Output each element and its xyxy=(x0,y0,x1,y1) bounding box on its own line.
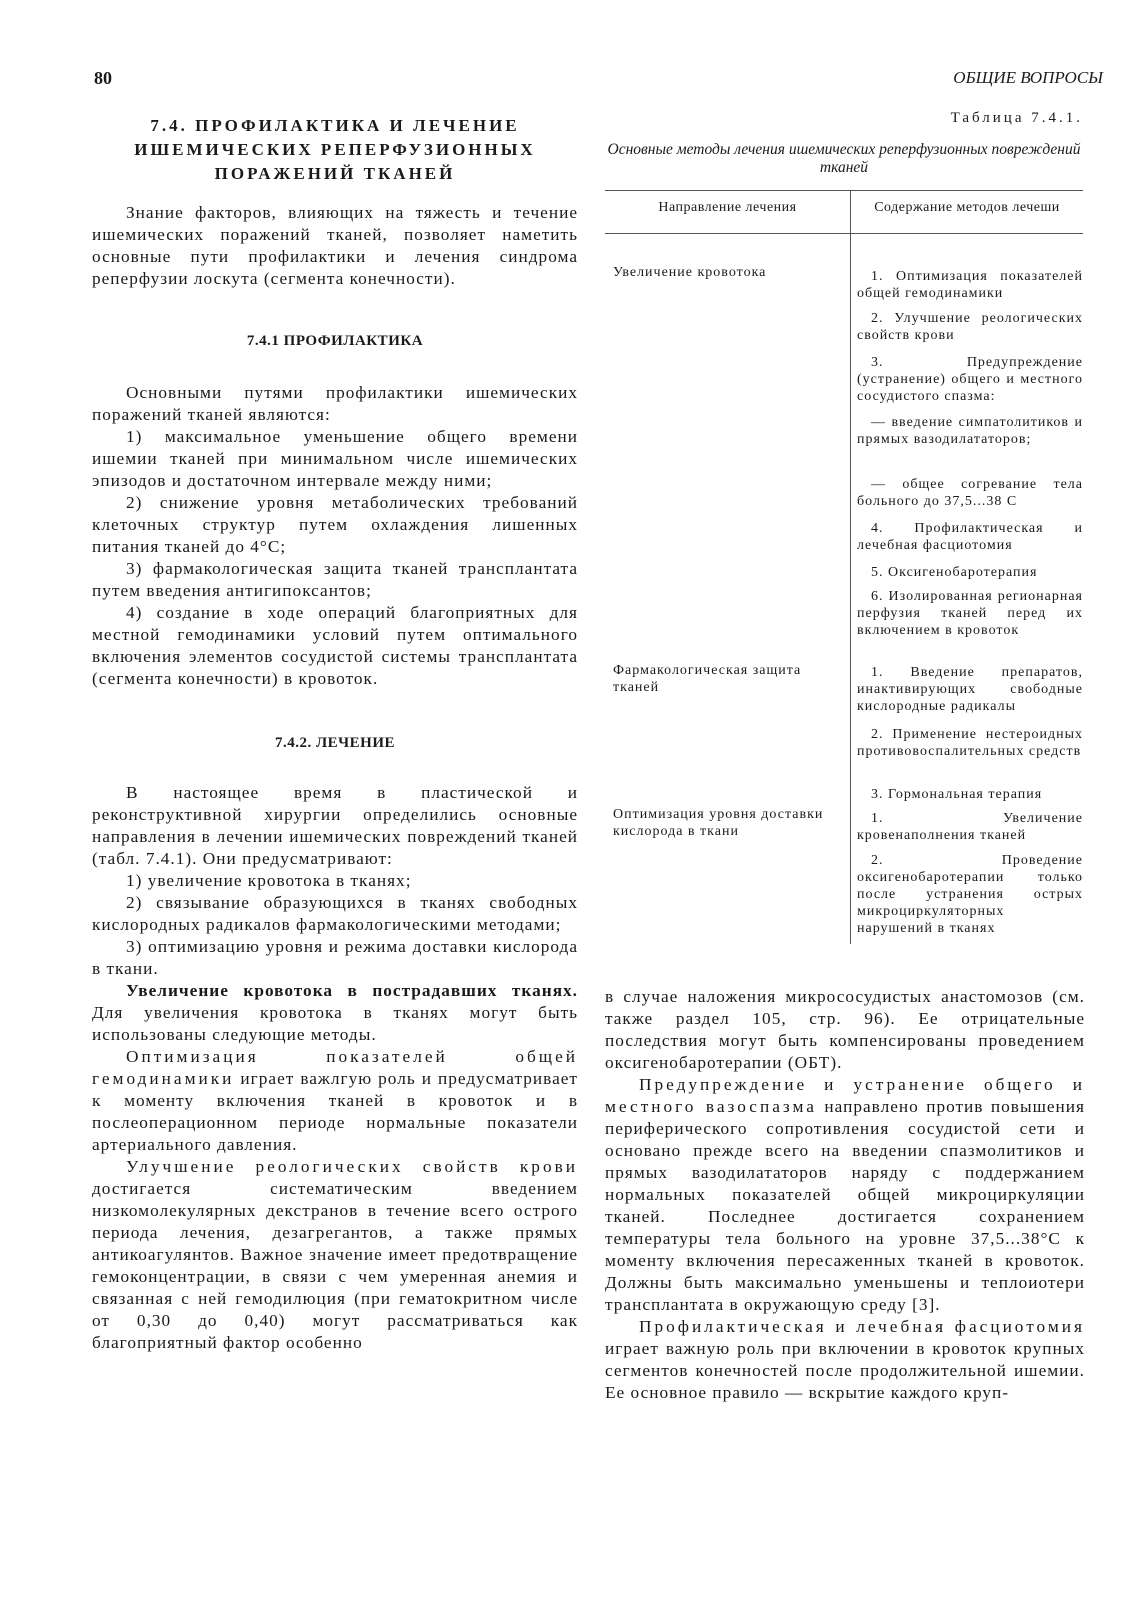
section-title-line: ИШЕМИЧЕСКИХ РЕПЕРФУЗИОННЫХ xyxy=(134,140,536,159)
rheology-text: достигается систематическим введением низкомолекулярных декстранов в течение всего острого периода лечения, дезагрегантов, а также прямых антикоагулянтов. Важное значение имеет предотвращение гемоконцентрации, в связи с чем умеренная анемия и связанная с ней гемодилюция (при гематокритном числе от 0,30 до 0,40) могут рассматриваться как благоприятный фактор особенно xyxy=(92,1179,578,1352)
table-body xyxy=(605,234,1083,944)
table-title: Основные методы лечения ишемических реперфузионных повреждений тканей xyxy=(607,141,1081,176)
table-method-cell: — общее согревание тела больного до 37,5...38 С xyxy=(857,477,1083,509)
table-method-cell: 1. Оптимизация показателей общей гемодинамики xyxy=(857,269,1083,301)
treatment-lead: В настоящее время в пластической и реконструктивной хирургии определились основные направления в лечении ишемических повреждений тканей (табл. 7.4.1). Они предусматривают: xyxy=(92,783,578,868)
right-column xyxy=(605,986,1085,1404)
blood-flow-paragraph xyxy=(92,980,578,1046)
table-method-cell: 2. Проведение оксигенобаротерапии только после устранения острых микроциркуляторных нарушений в тканях xyxy=(857,853,1083,936)
table-method-cell: 5. Оксигенобаротерапия xyxy=(871,565,1038,580)
prophylaxis-item: 3) фармакологическая защита тканей трансплантата путем введения антигипоксантов; xyxy=(92,559,578,600)
hemodynamics-paragraph xyxy=(92,1046,578,1156)
running-head: ОБЩИЕ ВОПРОСЫ xyxy=(953,68,1103,87)
table-label: Таблица 7.4.1. xyxy=(950,110,1083,126)
table-method-cell: 2. Применение нестероидных противовоспалительных средств xyxy=(857,727,1083,759)
prophylaxis-item: 1) максимальное уменьшение общего времени ишемии тканей при минимальном числе ишемических эпизодов и достаточном интервале между ними; xyxy=(92,427,578,490)
table-header-row xyxy=(605,191,1083,234)
table-method-cell: — введение симпатолитиков и прямых вазодилататоров; xyxy=(857,415,1083,447)
hemodynamics-text: играет важлгую роль и предусматривает к моменту включения тканей в кровоток и в послеоперационном периоде нормальные показатели артериального давления. xyxy=(92,1069,578,1154)
table-method-cell: 1. Введение препаратов, инактивирующих свободные кислородные радикалы xyxy=(857,665,1083,714)
treatment-item: 1) увеличение кровотока в тканях; xyxy=(126,871,412,890)
treatment-item: 2) связывание образующихся в тканях свободных кислородных радикалов фармакологическими методами; xyxy=(92,893,578,934)
subsection-title-treatment: 7.4.2. ЛЕЧЕНИЕ xyxy=(274,735,396,751)
section-title-line: ПОРАЖЕНИЙ ТКАНЕЙ xyxy=(214,164,456,183)
table-header-methods: Содержание методов лечеши xyxy=(874,200,1060,215)
table-method-cell: 3. Предупреждение (устранение) общего и местного сосудистого спазма: xyxy=(857,355,1083,404)
blood-flow-heading: Увеличение кровотока в пострадавших тканях. xyxy=(126,981,578,1000)
section-title xyxy=(92,114,578,186)
table-method-cell: 6. Изолированная регионарная перфузия тканей перед их включением в кровоток xyxy=(857,589,1083,638)
blood-flow-text: Для увеличения кровотока в тканях могут быть использованы следующие методы. xyxy=(92,1003,578,1044)
hemodynamics-lead: Оптимизация показателей общей гемодинамики xyxy=(92,1047,578,1088)
subsection-title-prophylaxis: 7.4.1 ПРОФИЛАКТИКА xyxy=(246,333,424,349)
rheology-paragraph xyxy=(92,1156,578,1354)
column-divider xyxy=(850,234,851,944)
left-column xyxy=(92,114,578,1354)
fasciotomy-lead: Профилактическая и лечебная фасциотомия xyxy=(639,1317,1085,1336)
prophylaxis-lead: Основными путями профилактики ишемических поражений тканей являются: xyxy=(92,383,578,424)
prophylaxis-item: 2) снижение уровня метаболических требований клеточных структур путем охлаждения лишенных питания тканей до 4°С; xyxy=(92,493,578,556)
table-caption xyxy=(605,110,1083,177)
table-direction-cell: Оптимизация уровня доставки кислорода в ткани xyxy=(613,807,824,839)
page-number: 80 xyxy=(94,68,112,88)
table-method-cell: 1. Увеличение кровенаполнения тканей xyxy=(857,811,1083,843)
table-method-cell: 3. Гормональная терапия xyxy=(871,787,1043,802)
section-title-line: 7.4. ПРОФИЛАКТИКА И ЛЕЧЕНИЕ xyxy=(150,116,520,135)
table-method-cell: 4. Профилактическая и лечебная фасциотомия xyxy=(857,521,1083,553)
fasciotomy-paragraph xyxy=(605,1316,1085,1404)
treatment-item: 3) оптимизацию уровня и режима доставки кислорода в ткани. xyxy=(92,937,578,978)
fasciotomy-text: играет важную роль при включении в кровоток крупных сегментов конечностей после продолжительной ишемии. Ее основное правило — вскрытие каждого круп- xyxy=(605,1339,1085,1402)
table-header-direction: Направление лечения xyxy=(605,191,851,233)
vasospasm-paragraph xyxy=(605,1074,1085,1316)
vasospasm-lead: Предупреждение и устранение общего и местного вазоспазма xyxy=(605,1075,1085,1116)
vasospasm-text: направлено против повышения периферического сопротивления сосудистой сети и основано прежде всего на введении спазмолитиков и прямых вазодилататоров наряду с поддержанием нормальных показателей общей микроциркуляции тканей. Последнее достигается сохранением температуры тела больного на уровне 37,5...38°С к моменту включения пересаженных тканей в кровоток. Должны быть максимально уменьшены и теплоиотери трансплантата в окружающую среду [3]. xyxy=(605,1097,1085,1314)
treatment-methods-table xyxy=(605,190,1083,944)
rheology-lead: Улучшение реологических свойств крови xyxy=(126,1157,578,1176)
intro-paragraph: Знание факторов, влияющих на тяжесть и течение ишемических поражений тканей, позволяет наметить основные пути профилактики и лечения синдрома реперфузии лоскута (сегмента конечности). xyxy=(92,203,578,288)
table-direction-cell: Увеличение кровотока xyxy=(613,265,767,280)
continuation-paragraph: в случае наложения микрососудистых анастомозов (см. также раздел 105, стр. 96). Ее отрицательные последствия могут быть компенсированы проведением оксигенобаротерапии (ОБТ). xyxy=(605,987,1085,1072)
table-method-cell: 2. Улучшение реологических свойств крови xyxy=(857,311,1083,343)
table-direction-cell: Фармакологическая защита тканей xyxy=(613,663,802,695)
prophylaxis-item: 4) создание в ходе операций благоприятных для местной гемодинамики условий путем оптимального включения элементов сосудистой системы трансплантата (сегмента конечности) в кровоток. xyxy=(92,603,578,688)
